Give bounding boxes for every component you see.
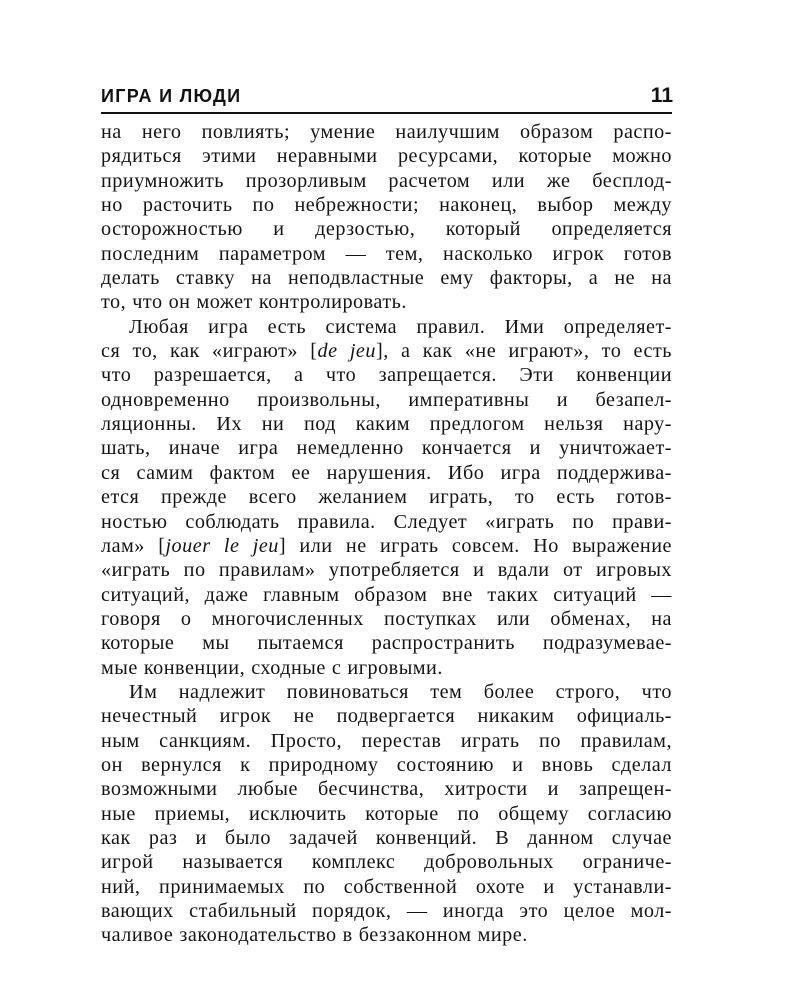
text-line: возможными любые бесчинства, хитрости и запрещен- <box>101 778 672 801</box>
text-line: то, что он может контролировать. <box>101 291 407 314</box>
text-line: ется прежде всего желанием играть, то есть готов- <box>101 486 672 509</box>
italic-phrase: de jeu <box>317 340 376 363</box>
text-line: приумножить прозорливым расчетом или же бесплод- <box>101 169 672 192</box>
text-line <box>101 339 672 363</box>
text-line: осторожностью и дерзостью, который определяется <box>101 218 672 241</box>
text-segment: ], а как «не играют», то есть <box>376 340 673 363</box>
text-line: ся самим фактом ее нарушения. Ибо игра поддержива- <box>101 461 672 484</box>
text-line: ний, принимаемых по собственной охоте и устанавли- <box>101 875 672 898</box>
text-line: игрой называется комплекс добровольных ограниче- <box>101 851 672 874</box>
text-line: чаливое законодательство в беззаконном мире. <box>101 924 528 947</box>
text-line: Любая игра есть система правил. Ими определяет- <box>129 315 672 338</box>
text-line: говоря о многочисленных поступках или обменах, на <box>101 607 672 630</box>
text-line: ляционны. Их ни под каким предлогом нельзя нару- <box>101 413 672 436</box>
text-line: нечестный игрок не подвергается никаким официаль- <box>101 705 672 728</box>
text-line: но расточить по небрежности; наконец, выбор между <box>101 194 672 217</box>
text-line: он вернулся к природному состоянию и вновь сделал <box>101 753 672 776</box>
text-line: на него повлиять; умение наилучшим образом распо- <box>101 121 672 143</box>
text-line: рядиться этими неравными ресурсами, которые можно <box>101 145 672 168</box>
text-line: ситуаций, даже главным образом вне таких ситуаций — <box>101 583 672 606</box>
paragraph-2 <box>101 315 672 680</box>
text-line: которые мы пытаемся распространить подразумевае- <box>101 632 672 655</box>
text-line: Им надлежит повиноваться тем более строго, что <box>129 680 672 703</box>
text-line: ные приемы, исключить которые по общему согласию <box>101 802 672 825</box>
text-line: ным санкциям. Просто, перестав играть по правилам, <box>101 729 672 752</box>
paragraph-3 <box>101 680 672 948</box>
text-line: одновременно произвольны, императивны и безапел- <box>101 388 672 411</box>
text-line: последним параметром — тем, насколько игрок готов <box>101 242 672 265</box>
text-line: что разрешается, а что запрещается. Эти конвенции <box>101 364 672 387</box>
text-segment: лам» [ <box>101 534 166 557</box>
text-segment: ся то, как «играют» [ <box>101 340 318 363</box>
running-header <box>101 84 673 108</box>
text-line: «играть по правилам» употребляется и вдали от игровых <box>101 559 672 582</box>
italic-phrase: jouer le jeu <box>165 534 279 557</box>
header-rule <box>101 112 672 114</box>
text-line: как раз и было задачей конвенций. В данном случае <box>101 826 672 849</box>
text-line: вающих стабильный порядок, — иногда это целое мол- <box>101 900 672 922</box>
text-line: ностью соблюдать правила. Следует «играть по прави- <box>101 510 672 533</box>
running-title: ИГРА И ЛЮДИ <box>101 86 242 106</box>
text-line: мые конвенции, сходные с игровыми. <box>101 656 443 679</box>
body-text <box>101 120 672 948</box>
text-line: делать ставку на неподвластные ему факторы, а не на <box>101 267 672 290</box>
text-segment: ] или не играть совсем. Но выражение <box>278 534 672 557</box>
text-line: шать, иначе игра немедленно кончается и уничтожает- <box>101 437 672 460</box>
paragraph-1 <box>101 120 672 315</box>
text-line <box>101 534 672 558</box>
page-number: 11 <box>650 84 673 107</box>
